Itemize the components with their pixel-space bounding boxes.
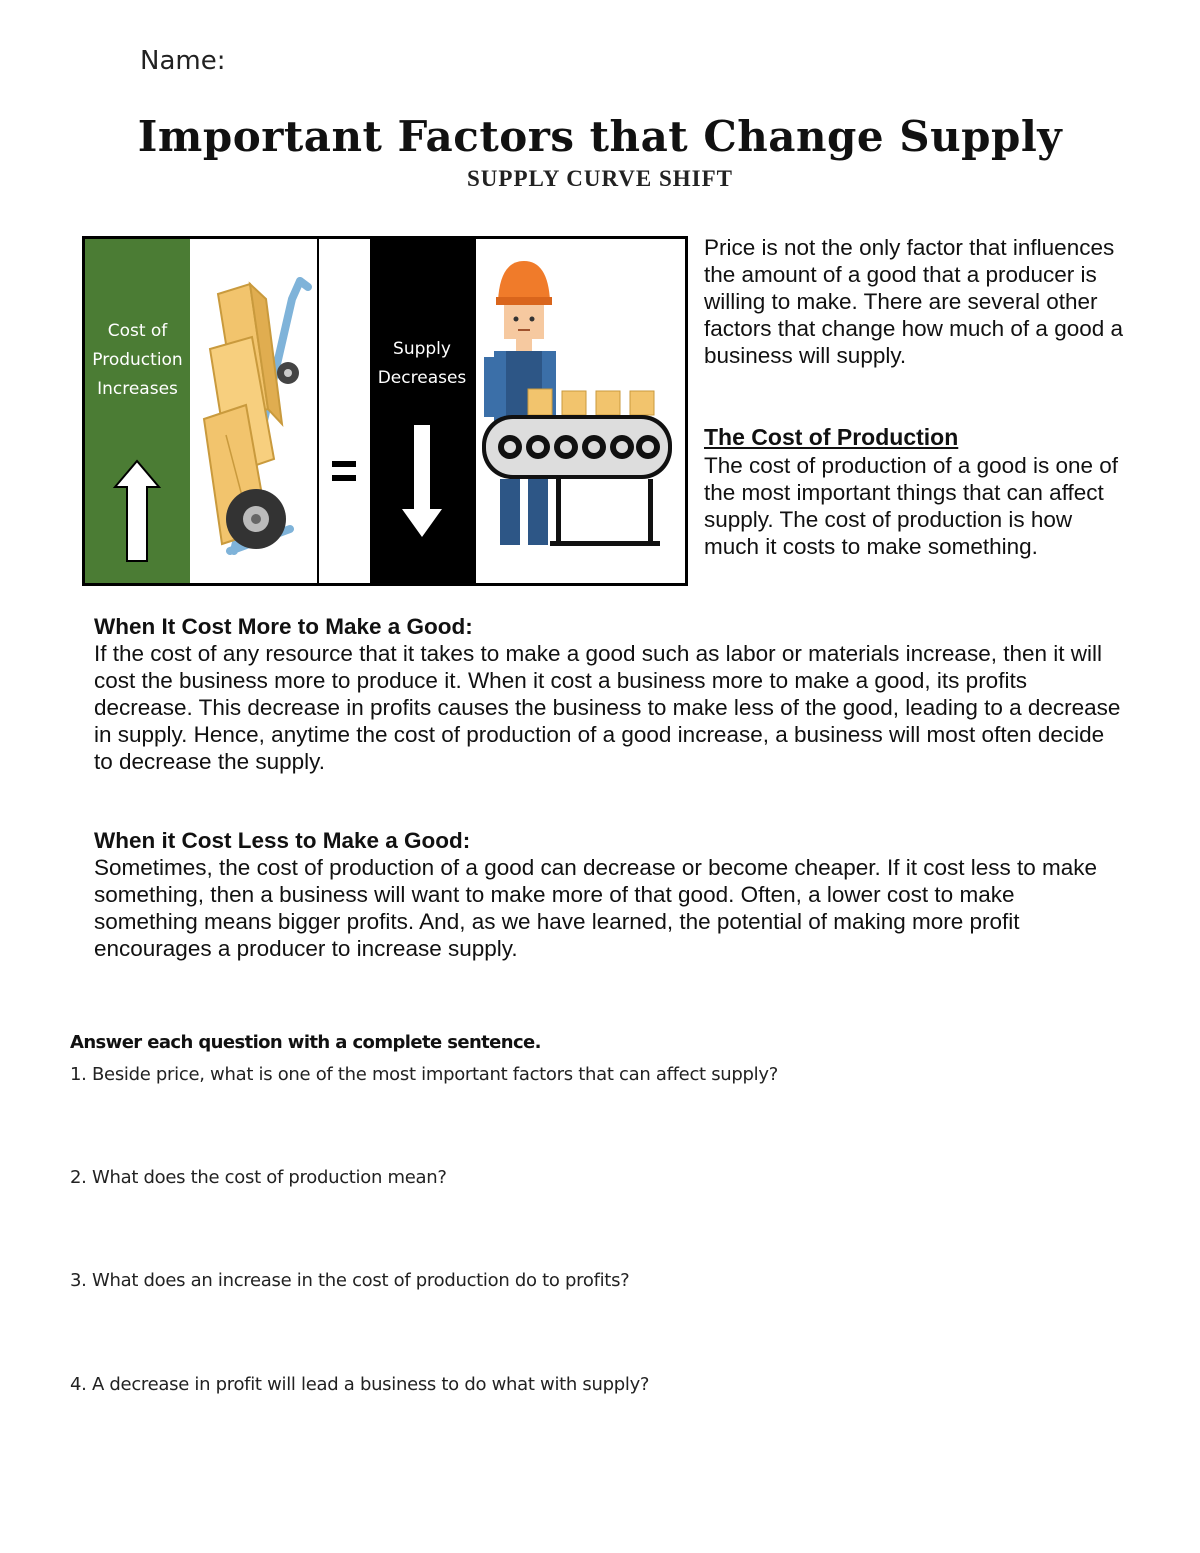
- supply-panel-line-2: Decreases: [377, 368, 467, 388]
- page-subtitle: SUPPLY CURVE SHIFT: [467, 166, 733, 191]
- supply-panel-line-1: Supply: [393, 339, 451, 359]
- answer-instruction: Answer each question with a complete sentence.: [70, 1032, 541, 1053]
- cost-panel-line-2: Production: [92, 350, 183, 370]
- intro-paragraph: Price is not the only factor that influences the amount of a good that a producer is willing to make. There are several other factors that change how much of a good a business will supply.: [704, 235, 1124, 368]
- question-1: 1. Beside price, what is one of the most important factors that can affect supply?: [70, 1064, 778, 1085]
- cost-more-heading: When It Cost More to Make a Good:: [94, 614, 473, 639]
- cost-less-heading: When it Cost Less to Make a Good:: [94, 828, 471, 853]
- up-arrow-icon: [85, 239, 190, 583]
- cost-panel-line-3: Increases: [97, 379, 178, 399]
- down-arrow-icon: [370, 239, 474, 583]
- question-4: 4. A decrease in profit will lead a business to do what with supply?: [70, 1374, 650, 1395]
- trolley-panel: [190, 239, 317, 583]
- supply-decrease-panel: [370, 239, 474, 583]
- page-title: Important Factors that Change Supply: [137, 112, 1063, 161]
- equals-panel: [319, 239, 370, 583]
- cost-of-production-heading: The Cost of Production: [704, 424, 959, 450]
- cost-less-paragraph: Sometimes, the cost of production of a good can decrease or become cheaper. If it cost less to make something, then a business will want to make more of that good. Often, a lower cost to make something means bigger profits. And, as we have learned, the potential of making more profit encourages a producer to increase supply.: [94, 855, 1098, 961]
- hand-truck-icon: [190, 239, 317, 583]
- name-label: Name:: [140, 46, 226, 76]
- cost-more-paragraph: If the cost of any resource that it takes to make a good such as labor or materials increase, then it will cost the business more to produce it. When it cost a business more to make a good, its profits decrease. This decrease in profits causes the business to make less of the good, leading to a decrease in supply. Hence, anytime the cost of production of a good increase, a business will most often decide to decrease the supply.: [94, 641, 1121, 774]
- question-3: 3. What does an increase in the cost of production do to profits?: [70, 1270, 630, 1291]
- worker-panel: [476, 239, 685, 583]
- cost-increase-panel: [85, 239, 190, 583]
- cost-panel-line-1: Cost of: [107, 321, 168, 341]
- equals-icon: [319, 239, 370, 583]
- question-2: 2. What does the cost of production mean?: [70, 1167, 447, 1188]
- cost-of-production-paragraph: The cost of production of a good is one of the most important things that can affect supply. The cost of production is how much it costs to make something.: [704, 453, 1119, 559]
- supply-illustration: [82, 236, 688, 586]
- factory-worker-icon: [476, 239, 685, 583]
